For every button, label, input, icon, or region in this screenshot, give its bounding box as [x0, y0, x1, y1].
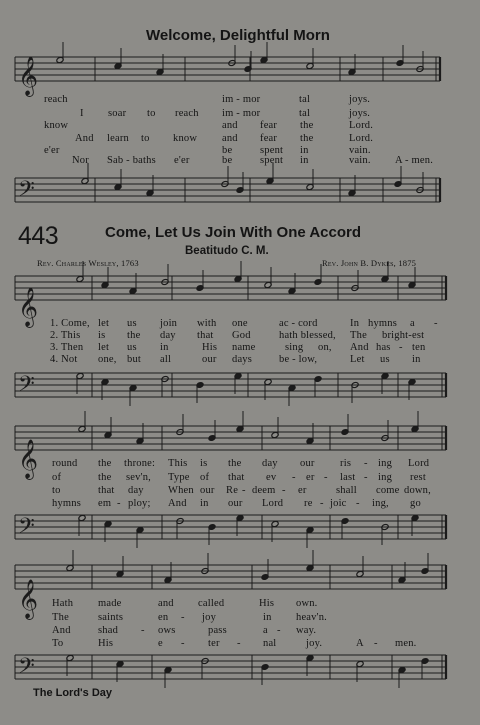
hymn-number: 443	[18, 222, 59, 250]
system3-line2-word: joy	[202, 612, 217, 623]
system1-line3-word: His	[202, 342, 218, 353]
system2-line2-word: -	[292, 472, 296, 483]
system2-line2-word: -	[324, 472, 328, 483]
continued-hymn-line1-word: reach	[44, 94, 68, 105]
system2-line2-word: of	[52, 472, 62, 483]
system1-line4-word: but	[127, 354, 142, 365]
system3-line1-word: own.	[296, 598, 318, 609]
system1-line1-word: -	[434, 318, 438, 329]
continued-hymn-line2-word: im - mor	[222, 108, 261, 119]
continued-hymn-line1-word: joys.	[349, 94, 371, 105]
system1-line3-word: sing	[285, 342, 304, 353]
continued-hymn-line6-word: e'er	[174, 155, 190, 166]
system2-line1-word: throne:	[124, 458, 156, 469]
continued-hymn-line4-word: And	[75, 133, 94, 144]
system1-line4-word: one,	[98, 354, 117, 365]
system3-line1-word: and	[158, 598, 174, 609]
system1-line3-word: let	[98, 342, 110, 353]
system3-line4-word: -	[181, 638, 185, 649]
system2-line4-word: joic	[330, 498, 347, 509]
system2-line2-word: the	[98, 472, 112, 483]
system1-line2-word: is	[98, 330, 106, 341]
continued-hymn-line2-word: soar	[108, 108, 127, 119]
page-footer: The Lord's Day	[33, 687, 113, 699]
system3-line4-word: joy.	[306, 638, 323, 649]
system1-line4-word: all	[160, 354, 172, 365]
system1-line1-word: ac - cord	[279, 318, 318, 329]
system3-line2-word: heav'n.	[296, 612, 327, 623]
continued-hymn-line5-word: spent	[260, 145, 284, 156]
system2-line3-word: -	[282, 485, 286, 496]
system3-line2-word: en	[158, 612, 169, 623]
system1-line2-word: hath blessed,	[279, 330, 336, 341]
system2-line3-word: shall	[336, 485, 357, 496]
continued-hymn-line4-word: Lord.	[349, 133, 374, 144]
system1-line1-word: us	[127, 318, 137, 329]
system2-line3-word: down,	[404, 485, 431, 496]
continued-hymn-line2-word: tal	[299, 108, 311, 119]
continued-hymn-line5-word: e'er	[44, 145, 60, 156]
system1-line1-word: hymns	[368, 318, 398, 329]
svg-text:𝄢: 𝄢	[18, 654, 35, 684]
system3-line4-word: e	[158, 638, 163, 649]
system3-line3-word: a	[263, 625, 268, 636]
system2-line1-word: ing	[378, 458, 393, 469]
system3-line3-word: -	[277, 625, 281, 636]
system2-line1-word: our	[300, 458, 315, 469]
system2-line2-word: rest	[410, 472, 426, 483]
system1-line4-word: our	[202, 354, 217, 365]
system2-line2-word: last	[340, 472, 356, 483]
system1-line4-word: 4. Not	[50, 354, 78, 365]
continued-hymn-line5-word: be	[222, 145, 233, 156]
system2-line3-word: When	[168, 485, 194, 496]
system2-line1-word: the	[228, 458, 242, 469]
continued-hymn-line4-word: fear	[260, 133, 278, 144]
system1-line2-word: 2. This	[50, 330, 81, 341]
system2-line1-word: the	[98, 458, 112, 469]
system2-line3-word: that	[98, 485, 115, 496]
continued-hymn-line2-word: reach	[175, 108, 199, 119]
svg-text:𝄢: 𝄢	[18, 177, 35, 207]
continued-hymn-line6-word: spent	[260, 155, 284, 166]
system1-line3-word: on,	[318, 342, 332, 353]
continued-hymn-line5-word: vain.	[349, 145, 371, 156]
system1-line2-word: that	[197, 330, 214, 341]
system2-line3-word: day	[128, 485, 144, 496]
system1-line4-word: us	[380, 354, 390, 365]
system3-line4-word: To	[52, 638, 64, 649]
system2-line1-word: is	[200, 458, 208, 469]
system1-line3-word: ten	[412, 342, 426, 353]
system3-line2-word: saints	[98, 612, 124, 623]
system1-line4-word: in	[412, 354, 421, 365]
continued-hymn-line5-word: in	[300, 145, 309, 156]
system1-line3-word: name	[232, 342, 256, 353]
continued-hymn-line4-word: know	[173, 133, 198, 144]
system2-line2-word: Type	[168, 472, 190, 483]
system3-line4-word: ter	[208, 638, 220, 649]
system2-line4-word: -	[356, 498, 360, 509]
system3-line1-word: called	[198, 598, 225, 609]
system1-line1-word: with	[197, 318, 217, 329]
system2-line3-word: to	[52, 485, 61, 496]
system2-line2-word: ing	[378, 472, 393, 483]
system2-line3-word: deem	[252, 485, 276, 496]
system2-line2-word: ev	[266, 472, 277, 483]
system1-line3-word: -	[399, 342, 403, 353]
system3-line3-word: -	[141, 625, 145, 636]
system2-line4-word: in	[200, 498, 209, 509]
svg-text:𝄞: 𝄞	[18, 56, 39, 96]
system3-line3-word: ows	[158, 625, 176, 636]
system2-line1-word: Lord	[408, 458, 430, 469]
continued-hymn-line6-word: A - men.	[395, 155, 434, 166]
system2-line4-word: hymns	[52, 498, 82, 509]
system2-line2-word: of	[200, 472, 210, 483]
system2-line4-word: ing,	[372, 498, 389, 509]
continued-hymn-line3-word: know	[44, 120, 69, 131]
continued-hymn-line3-word: Lord.	[349, 120, 374, 131]
system1-line1-word: a	[410, 318, 415, 329]
system3-line3-word: shad	[98, 625, 119, 636]
system2-line4-word: our	[228, 498, 243, 509]
continued-hymn-line2-word: I	[80, 108, 84, 119]
system2-line1-word: This	[168, 458, 188, 469]
system2-line4-word: Lord	[262, 498, 284, 509]
system1-line4-word: be - low,	[279, 354, 318, 365]
hymn-title: Come, Let Us Join With One Accord	[105, 224, 362, 241]
system3-line4-word: -	[237, 638, 241, 649]
continued-hymn-line2-word: joys.	[349, 108, 371, 119]
continued-hymn-line2-word: to	[147, 108, 156, 119]
continued-hymn-line4-word: the	[300, 133, 314, 144]
system1-line2-word: bright-est	[382, 330, 425, 341]
svg-text:𝄞: 𝄞	[18, 439, 39, 479]
system2-line4-word: go	[410, 498, 421, 509]
system1-line2-word: the	[127, 330, 141, 341]
system3-line4-word: His	[98, 638, 114, 649]
system3-line4-word: nal	[263, 638, 277, 649]
svg-text:𝄢: 𝄢	[18, 514, 35, 544]
system2-line2-word: sev'n,	[126, 472, 151, 483]
continued-hymn-line1-word: tal	[299, 94, 311, 105]
system3-line4-word: men.	[395, 638, 417, 649]
tune-name: Beatitudo C. M.	[185, 245, 269, 257]
continued-hymn-line6-word: Sab - baths	[107, 155, 156, 166]
system3-line3-word: And	[52, 625, 71, 636]
system2-line1-word: day	[262, 458, 278, 469]
system2-line4-word: em	[98, 498, 112, 509]
system2-line4-word: -	[320, 498, 324, 509]
system1-line1-word: let	[98, 318, 110, 329]
system1-line1-word: one	[232, 318, 248, 329]
svg-text:𝄞: 𝄞	[18, 579, 39, 619]
system2-line4-word: And	[168, 498, 187, 509]
continued-hymn-line6-word: in	[300, 155, 309, 166]
system2-line2-word: -	[364, 472, 368, 483]
composer-credit: Rev. John B. Dykes, 1875	[322, 258, 417, 268]
system3-line2-word: The	[52, 612, 69, 623]
continued-hymn-line4-word: to	[141, 133, 150, 144]
author-credit: Rev. Charles Wesley, 1763	[37, 258, 139, 268]
system2-line3-word: er	[298, 485, 307, 496]
system1-line3-word: has	[376, 342, 391, 353]
system1-line1-word: In	[350, 318, 360, 329]
system1-line2-word: day	[160, 330, 176, 341]
continued-hymn-line3-word: fear	[260, 120, 278, 131]
system2-line1-word: round	[52, 458, 78, 469]
continued-hymn-line3-word: the	[300, 120, 314, 131]
system1-line4-word: Let	[350, 354, 365, 365]
system3-line2-word: -	[181, 612, 185, 623]
system2-line3-word: -	[242, 485, 246, 496]
continued-hymn-line3-word: and	[222, 120, 238, 131]
continued-hymn-line4-word: learn	[107, 133, 129, 144]
system2-line3-word: our	[200, 485, 215, 496]
system1-line2-word: The	[350, 330, 367, 341]
system2-line4-word: -	[117, 498, 121, 509]
system3-line1-word: made	[98, 598, 122, 609]
system2-line3-word: come	[376, 485, 400, 496]
system2-line1-word: ris	[340, 458, 352, 469]
svg-text:𝄢: 𝄢	[18, 372, 35, 402]
system3-line1-word: Hath	[52, 598, 74, 609]
continued-hymn-line1-word: im - mor	[222, 94, 261, 105]
continued-hymn-line6-word: be	[222, 155, 233, 166]
system1-line3-word: us	[127, 342, 137, 353]
system2-line2-word: that	[228, 472, 245, 483]
system1-line2-word: God	[232, 330, 251, 341]
continued-hymn-line4-word: and	[222, 133, 238, 144]
system3-line4-word: A	[356, 638, 364, 649]
system1-line3-word: 3. Then	[50, 342, 84, 353]
system3-line1-word: His	[259, 598, 275, 609]
system1-line1-word: 1. Come,	[50, 318, 90, 329]
system2-line4-word: re	[304, 498, 313, 509]
svg-text:𝄞: 𝄞	[18, 287, 39, 327]
system3-line3-word: pass	[208, 625, 227, 636]
system2-line3-word: Re	[226, 485, 239, 496]
system1-line4-word: days	[232, 354, 253, 365]
system1-line1-word: join	[160, 318, 178, 329]
continued-hymn-line6-word: Nor	[72, 155, 89, 166]
system2-line1-word: -	[364, 458, 368, 469]
continued-hymn-title: Welcome, Delightful Morn	[146, 27, 330, 44]
system1-line3-word: And	[350, 342, 369, 353]
system2-line4-word: ploy;	[128, 498, 151, 509]
system3-line3-word: way.	[296, 625, 317, 636]
continued-hymn-line6-word: vain.	[349, 155, 371, 166]
system2-line2-word: er	[306, 472, 315, 483]
system1-line3-word: in	[160, 342, 169, 353]
system3-line2-word: in	[263, 612, 272, 623]
system3-line4-word: -	[374, 638, 378, 649]
